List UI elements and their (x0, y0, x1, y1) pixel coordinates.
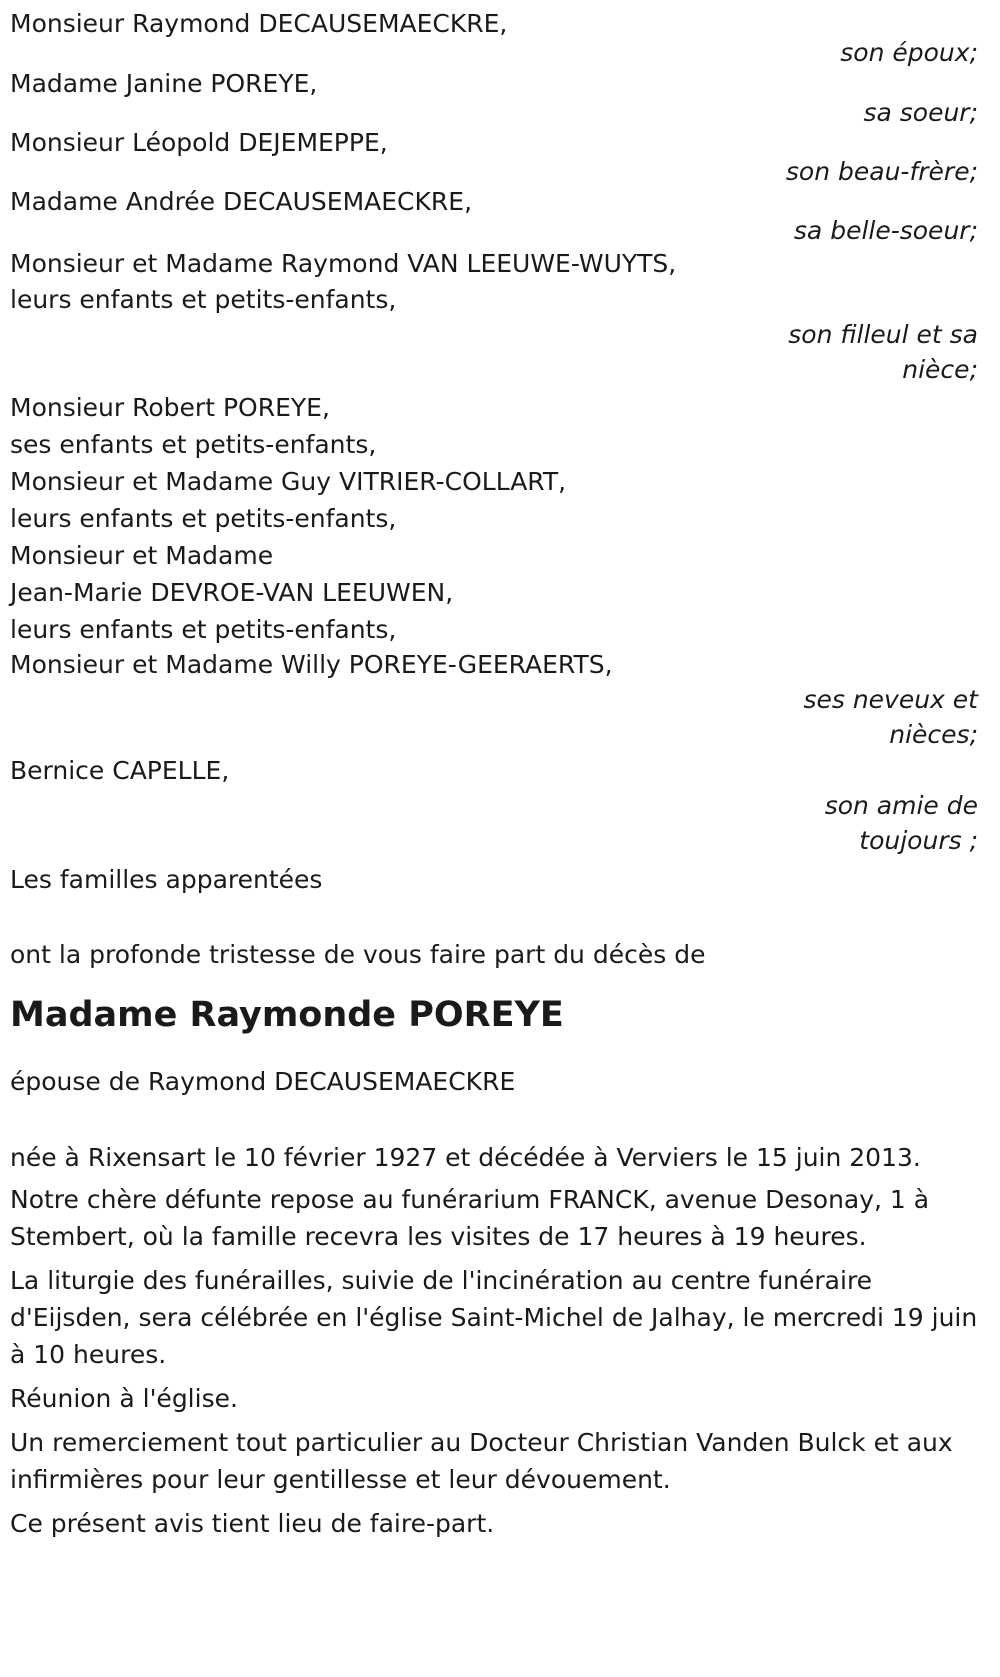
family-entry (10, 68, 1000, 127)
family-entry (10, 245, 1000, 389)
families-line: Les familles apparentées (10, 865, 323, 894)
family-name-line: Monsieur et Madame (10, 541, 274, 570)
relation-label: son filleul et sa (788, 320, 978, 349)
family-entry (10, 8, 1000, 68)
relation-label: toujours ; (859, 826, 978, 855)
family-name-line: ses enfants et petits-enfants, (10, 430, 377, 459)
relation-label: sa belle-soeur; (793, 216, 978, 245)
funerarium-paragraph: Notre chère défunte repose au funérarium FRANCK, avenue Desonay, 1 à Stembert, où la famille recevra les visites de 17 heures à 19 heures. (10, 1185, 930, 1251)
relation-label: son beau-frère; (785, 157, 978, 186)
deceased-name: Madame Raymonde POREYE (10, 995, 564, 1035)
family-name-line: leurs enfants et petits-enfants, (10, 285, 397, 314)
family-name-line: Monsieur et Madame Willy POREYE-GEERAERTS, (10, 650, 613, 679)
family-entry (10, 389, 1000, 754)
family-name-line: Monsieur Léopold DEJEMEPPE, (10, 128, 388, 157)
relation-label: nièces; (889, 720, 978, 749)
family-name-line: Madame Janine POREYE, (10, 69, 318, 98)
relation-label: ses neveux et (803, 685, 978, 714)
spouse-line: épouse de Raymond DECAUSEMAECKRE (10, 1067, 516, 1096)
relation-label: son époux; (840, 38, 978, 67)
family-name-line: leurs enfants et petits-enfants, (10, 615, 397, 644)
notice-paragraph: Ce présent avis tient lieu de faire-part. (10, 1509, 495, 1538)
relation-label: sa soeur; (863, 98, 978, 127)
family-name-line: Monsieur et Madame Guy VITRIER-COLLART, (10, 467, 567, 496)
liturgy-paragraph: La liturgie des funérailles, suivie de l'incinération au centre funéraire d'Eijsden, sera célébrée en l'église Saint-Michel de Jalhay, le mercredi 19 juin à 10 heures. (10, 1266, 978, 1369)
reunion-paragraph: Réunion à l'église. (10, 1384, 238, 1413)
family-name-line: Monsieur Raymond DECAUSEMAECKRE, (10, 9, 508, 38)
family-entry (10, 127, 1000, 186)
family-name-line: Madame Andrée DECAUSEMAECKRE, (10, 187, 473, 216)
birth-death-paragraph: née à Rixensart le 10 février 1927 et décédée à Verviers le 15 juin 2013. (10, 1143, 921, 1172)
relation-label: nièce; (902, 355, 978, 384)
family-name-line: leurs enfants et petits-enfants, (10, 504, 397, 533)
announcement: ont la profonde tristesse de vous faire part du décès de (10, 940, 706, 969)
relation-label: son amie de (824, 791, 978, 820)
family-name-line: Bernice CAPELLE, (10, 756, 230, 785)
family-entry (10, 186, 1000, 245)
family-entry (10, 754, 1000, 860)
thanks-paragraph: Un remerciement tout particulier au Docteur Christian Vanden Bulck et aux infirmières pour leur gentillesse et leur dévouement. (10, 1428, 953, 1494)
family-name-line: Monsieur Robert POREYE, (10, 393, 330, 422)
family-name-line: Jean-Marie DEVROE-VAN LEEUWEN, (10, 578, 454, 607)
family-name-line: Monsieur et Madame Raymond VAN LEEUWE-WUYTS, (10, 249, 677, 278)
